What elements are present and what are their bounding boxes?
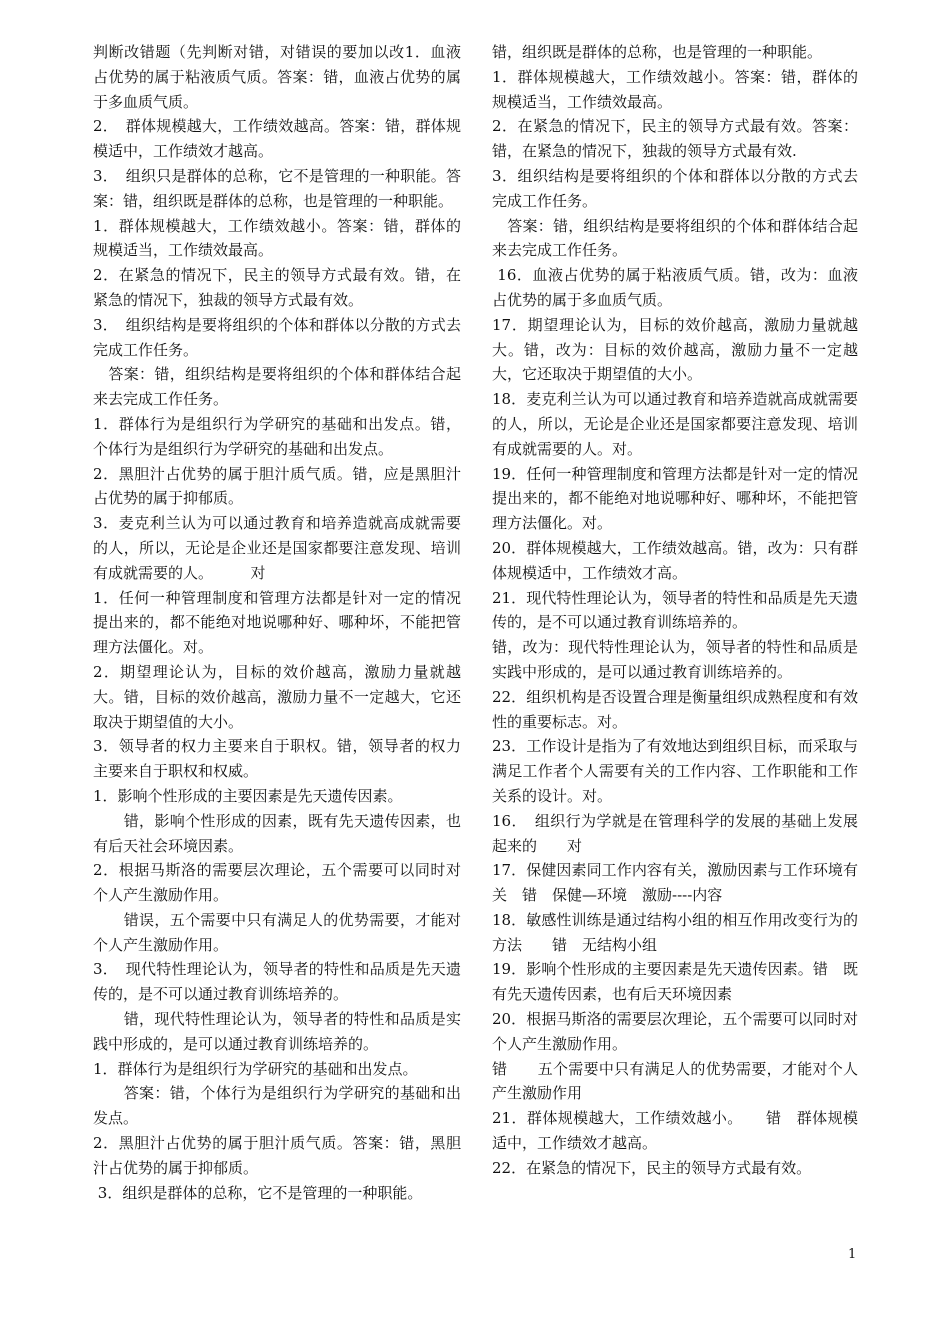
paragraph: 16．血液占优势的属于粘液质气质。错，改为：血液占优势的属于多血质气质。 — [492, 266, 858, 309]
paragraph: 1．群体行为是组织行为学研究的基础和出发点。 — [93, 1059, 418, 1078]
paragraph: 2．黑胆汁占优势的属于胆汁质气质。答案：错，黑胆汁占优势的属于抑郁质。 — [93, 1134, 461, 1177]
paragraph: 2． 群体规模越大，工作绩效越高。答案：错，群体规模适中，工作绩效才越高。 — [93, 117, 461, 161]
paragraph: 3． 现代特性理论认为，领导者的特性和品质是先天遗传的，是不可以通过教育训练培养的。 — [93, 960, 461, 1004]
paragraph: 21．现代特性理论认为，领导者的特性和品质是先天遗传的，是不可以通过教育训练培养的。 — [492, 588, 858, 632]
paragraph: 2．期望理论认为，目标的效价越高，激励力量就越大。错，目标的效价越高，激励力量不一定越大，它还取决于期望值的大小。 — [93, 662, 461, 731]
paragraph: 22．组织机构是否设置合理是衡量组织成熟程度和有效性的重要标志。对。 — [492, 687, 858, 731]
paragraph: 2．在紧急的情况下，民主的领导方式最有效。错，在紧急的情况下，独裁的领导方式最有效。 — [93, 266, 461, 309]
paragraph: 16． 组织行为学就是在管理科学的发展的基础上发展起来的 对 — [492, 811, 858, 855]
paragraph: 19．任何一种管理制度和管理方法都是针对一定的情况提出来的，都不能绝对地说哪种好、哪种坏，不能把管理方法僵化。对。 — [492, 464, 858, 533]
paragraph: 22．在紧急的情况下，民主的领导方式最有效。 — [492, 1158, 812, 1177]
paragraph: 1．群体规模越大，工作绩效越小。答案：错，群体的规模适当，工作绩效最高。 — [93, 216, 461, 260]
paragraph: 错 五个需要中只有满足人的优势需要，才能对个人产生激励作用 — [492, 1059, 858, 1103]
paragraph: 2．黑胆汁占优势的属于胆汁质气质。错，应是黑胆汁占优势的属于抑郁质。 — [93, 464, 461, 508]
paragraph: 3． 组织只是群体的总称，它不是管理的一种职能。答案：错，组织既是群体的总称，也是管理的一种职能。 — [93, 166, 461, 210]
paragraph: 1．任何一种管理制度和管理方法都是针对一定的情况提出来的，都不能绝对地说哪种好、哪种坏，不能把管理方法僵化。对。 — [93, 588, 461, 657]
paragraph: 20．根据马斯洛的需要层次理论，五个需要可以同时对个人产生激励作用。 — [492, 1010, 858, 1053]
paragraph: 错，组织既是群体的总称，也是管理的一种职能。 — [492, 43, 823, 61]
paragraph: 17．期望理论认为，目标的效价越高，激励力量就越大。错，改为：目标的效价越高，激励力量不一定越大，它还取决于期望值的大小。 — [492, 315, 858, 384]
paragraph: 3．麦克利兰认为可以通过教育和培养造就高成就需要的人，所以，无论是企业还是国家都要注意发现、培训有成就需要的人。 对 — [93, 514, 461, 582]
paragraph: 答案：错，组织结构是要将组织的个体和群体结合起来去完成工作任务。 — [93, 365, 461, 409]
paragraph: 判断改错题（先判断对错，对错误的要加以改1．血液占优势的属于粘液质气质。答案：错，血液占优势的属于多血质气质。 — [93, 43, 461, 111]
paragraph: 1．群体规模越大，工作绩效越小。答案：错，群体的规模适当，工作绩效最高。 — [492, 67, 858, 111]
paragraph: 错，现代特性理论认为，领导者的特性和品质是实践中形成的，是可以通过教育训练培养的。 — [93, 1010, 461, 1053]
paragraph: 3．组织结构是要将组织的个体和群体以分散的方式去完成工作任务。 — [492, 166, 858, 210]
paragraph: 19．影响个性形成的主要因素是先天遗传因素。错 既有先天遗传因素，也有后天环境因素 — [492, 960, 858, 1004]
page-number: 1 — [848, 1247, 857, 1262]
paragraph: 2．根据马斯洛的需要层次理论，五个需要可以同时对个人产生激励作用。 — [93, 861, 461, 905]
paragraph: 21．群体规模越大，工作绩效越小。 错 群体规模适中，工作绩效才越高。 — [492, 1109, 858, 1153]
paragraph: 20．群体规模越大，工作绩效越高。错，改为：只有群体规模适中，工作绩效才高。 — [492, 538, 858, 582]
right-text-column — [492, 40, 858, 1181]
paragraph: 1．影响个性形成的主要因素是先天遗传因素。 — [93, 786, 403, 805]
paragraph: 答案：错，组织结构是要将组织的个体和群体结合起来去完成工作任务。 — [492, 216, 858, 260]
paragraph: 3．组织是群体的总称，它不是管理的一种职能。 — [93, 1183, 423, 1202]
paragraph: 17．保健因素同工作内容有关，激励因素与工作环境有关 错 保健—环境 激励----内容 — [492, 861, 858, 905]
paragraph: 18．敏感性训练是通过结构小组的相互作用改变行为的方法 错 无结构小组 — [492, 910, 858, 954]
paragraph: 23．工作设计是指为了有效地达到组织目标，而采取与满足工作者个人需要有关的工作内容、工作职能和工作关系的设计。对。 — [492, 737, 858, 805]
left-text-column — [93, 40, 461, 1205]
paragraph: 3．领导者的权力主要来自于职权。错，领导者的权力主要来自于职权和权威。 — [93, 737, 461, 781]
paragraph: 18．麦克利兰认为可以通过教育和培养造就高成就需要的人，所以，无论是企业还是国家都要注意发现、培训有成就需要的人。对。 — [492, 390, 858, 458]
paragraph: 错误，五个需要中只有满足人的优势需要，才能对个人产生激励作用。 — [93, 910, 461, 954]
paragraph: 错，改为：现代特性理论认为，领导者的特性和品质是实践中形成的，是可以通过教育训练培养的。 — [492, 638, 858, 681]
paragraph: 1．群体行为是组织行为学研究的基础和出发点。错，个体行为是组织行为学研究的基础和出发点。 — [93, 414, 461, 458]
paragraph: 答案：错，个体行为是组织行为学研究的基础和出发点。 — [93, 1084, 461, 1128]
paragraph: 错，影响个性形成的因素，既有先天遗传因素，也有后天社会环境因素。 — [93, 811, 461, 855]
paragraph: 3． 组织结构是要将组织的个体和群体以分散的方式去完成工作任务。 — [93, 315, 461, 359]
paragraph: 2．在紧急的情况下，民主的领导方式最有效。答案：错，在紧急的情况下，独裁的领导方式最有效. — [492, 117, 858, 161]
